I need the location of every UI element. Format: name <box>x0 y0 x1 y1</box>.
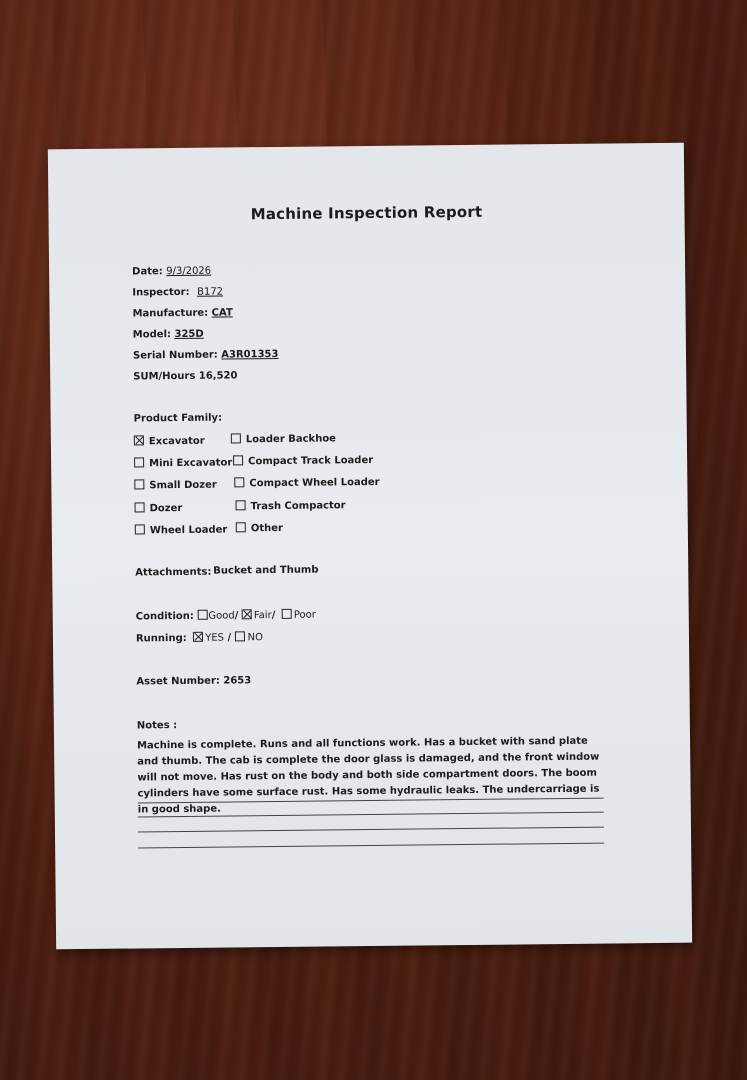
notes-label: Notes : <box>136 720 178 732</box>
option-dozer[interactable]: Dozer <box>135 502 183 514</box>
attachments-value: Bucket and Thumb <box>213 564 319 577</box>
checkbox-empty-icon <box>135 502 145 512</box>
manufacture-value: CAT <box>211 307 233 319</box>
option-loader-backhoe[interactable]: Loader Backhoe <box>231 432 336 445</box>
inspector-field <box>132 287 223 299</box>
checkbox-empty-icon <box>234 477 244 487</box>
condition-fair[interactable]: Fair/ <box>242 610 276 621</box>
date-label: Date: <box>132 266 163 278</box>
model-label: Model: <box>132 329 172 341</box>
running-yes[interactable]: YES / <box>190 632 231 643</box>
running-label: Running: <box>135 632 187 645</box>
model-field <box>133 329 204 341</box>
running-no[interactable]: NO <box>235 632 263 643</box>
model-value: 325D <box>174 328 204 341</box>
notes-rule <box>138 827 604 833</box>
asset-number: Asset Number: 2653 <box>136 675 252 688</box>
option-compact-wheel-loader[interactable]: Compact Wheel Loader <box>234 476 379 490</box>
option-other[interactable]: Other <box>236 522 283 534</box>
checkbox-empty-icon <box>235 631 245 641</box>
manufacture-label: Manufacture: <box>132 307 209 320</box>
running-row <box>136 631 263 644</box>
checkbox-empty-icon <box>135 524 145 534</box>
condition-row <box>136 609 316 623</box>
report-title: Machine Inspection Report <box>250 202 483 224</box>
checkbox-empty-icon <box>134 479 144 489</box>
condition-good[interactable]: Good/ <box>197 610 238 621</box>
date-value: 9/3/2026 <box>166 265 212 278</box>
checkbox-empty-icon <box>233 455 243 465</box>
checkbox-empty-icon <box>197 610 207 620</box>
notes-text: Machine is complete. Runs and all functions work. Has a bucket with sand plate and thumb. The cab is complete the door glass is damaged, and the front window will not move. Has rust on the body and both side compartment doors. The boom cylinders have some surface rust. Has some hydraulic leaks. The undercarriage is in good shape. <box>137 735 600 816</box>
checkbox-checked-icon <box>193 632 203 642</box>
checkbox-empty-icon <box>134 457 144 467</box>
checkbox-checked-icon <box>242 609 252 619</box>
date-field <box>132 266 211 278</box>
inspector-label: Inspector: <box>132 286 190 299</box>
notes-rule <box>138 843 604 849</box>
condition-label: Condition: <box>135 610 194 623</box>
attachments-label: Attachments: <box>135 566 212 579</box>
option-compact-track-loader[interactable]: Compact Track Loader <box>233 454 373 467</box>
checkbox-checked-icon <box>134 435 144 445</box>
serial-label: Serial Number: <box>132 349 218 362</box>
checkbox-empty-icon <box>231 433 241 443</box>
option-trash-compactor[interactable]: Trash Compactor <box>236 499 346 512</box>
manufacture-field <box>132 307 232 319</box>
option-small-dozer[interactable]: Small Dozer <box>134 479 217 492</box>
checkbox-empty-icon <box>236 522 246 532</box>
condition-poor[interactable]: Poor <box>279 610 316 621</box>
option-wheel-loader[interactable]: Wheel Loader <box>135 523 228 536</box>
inspector-value: B172 <box>197 286 224 298</box>
checkbox-empty-icon <box>236 500 246 510</box>
serial-field <box>133 349 279 362</box>
product-family-label: Product Family: <box>133 412 223 425</box>
option-mini-excavator[interactable]: Mini Excavator <box>134 456 232 469</box>
serial-value: A3R01353 <box>221 348 279 361</box>
checkbox-empty-icon <box>282 609 292 619</box>
inspection-report-paper <box>48 143 692 950</box>
option-excavator[interactable]: Excavator <box>134 435 205 448</box>
hours-field: SUM/Hours 16,520 <box>133 370 238 383</box>
